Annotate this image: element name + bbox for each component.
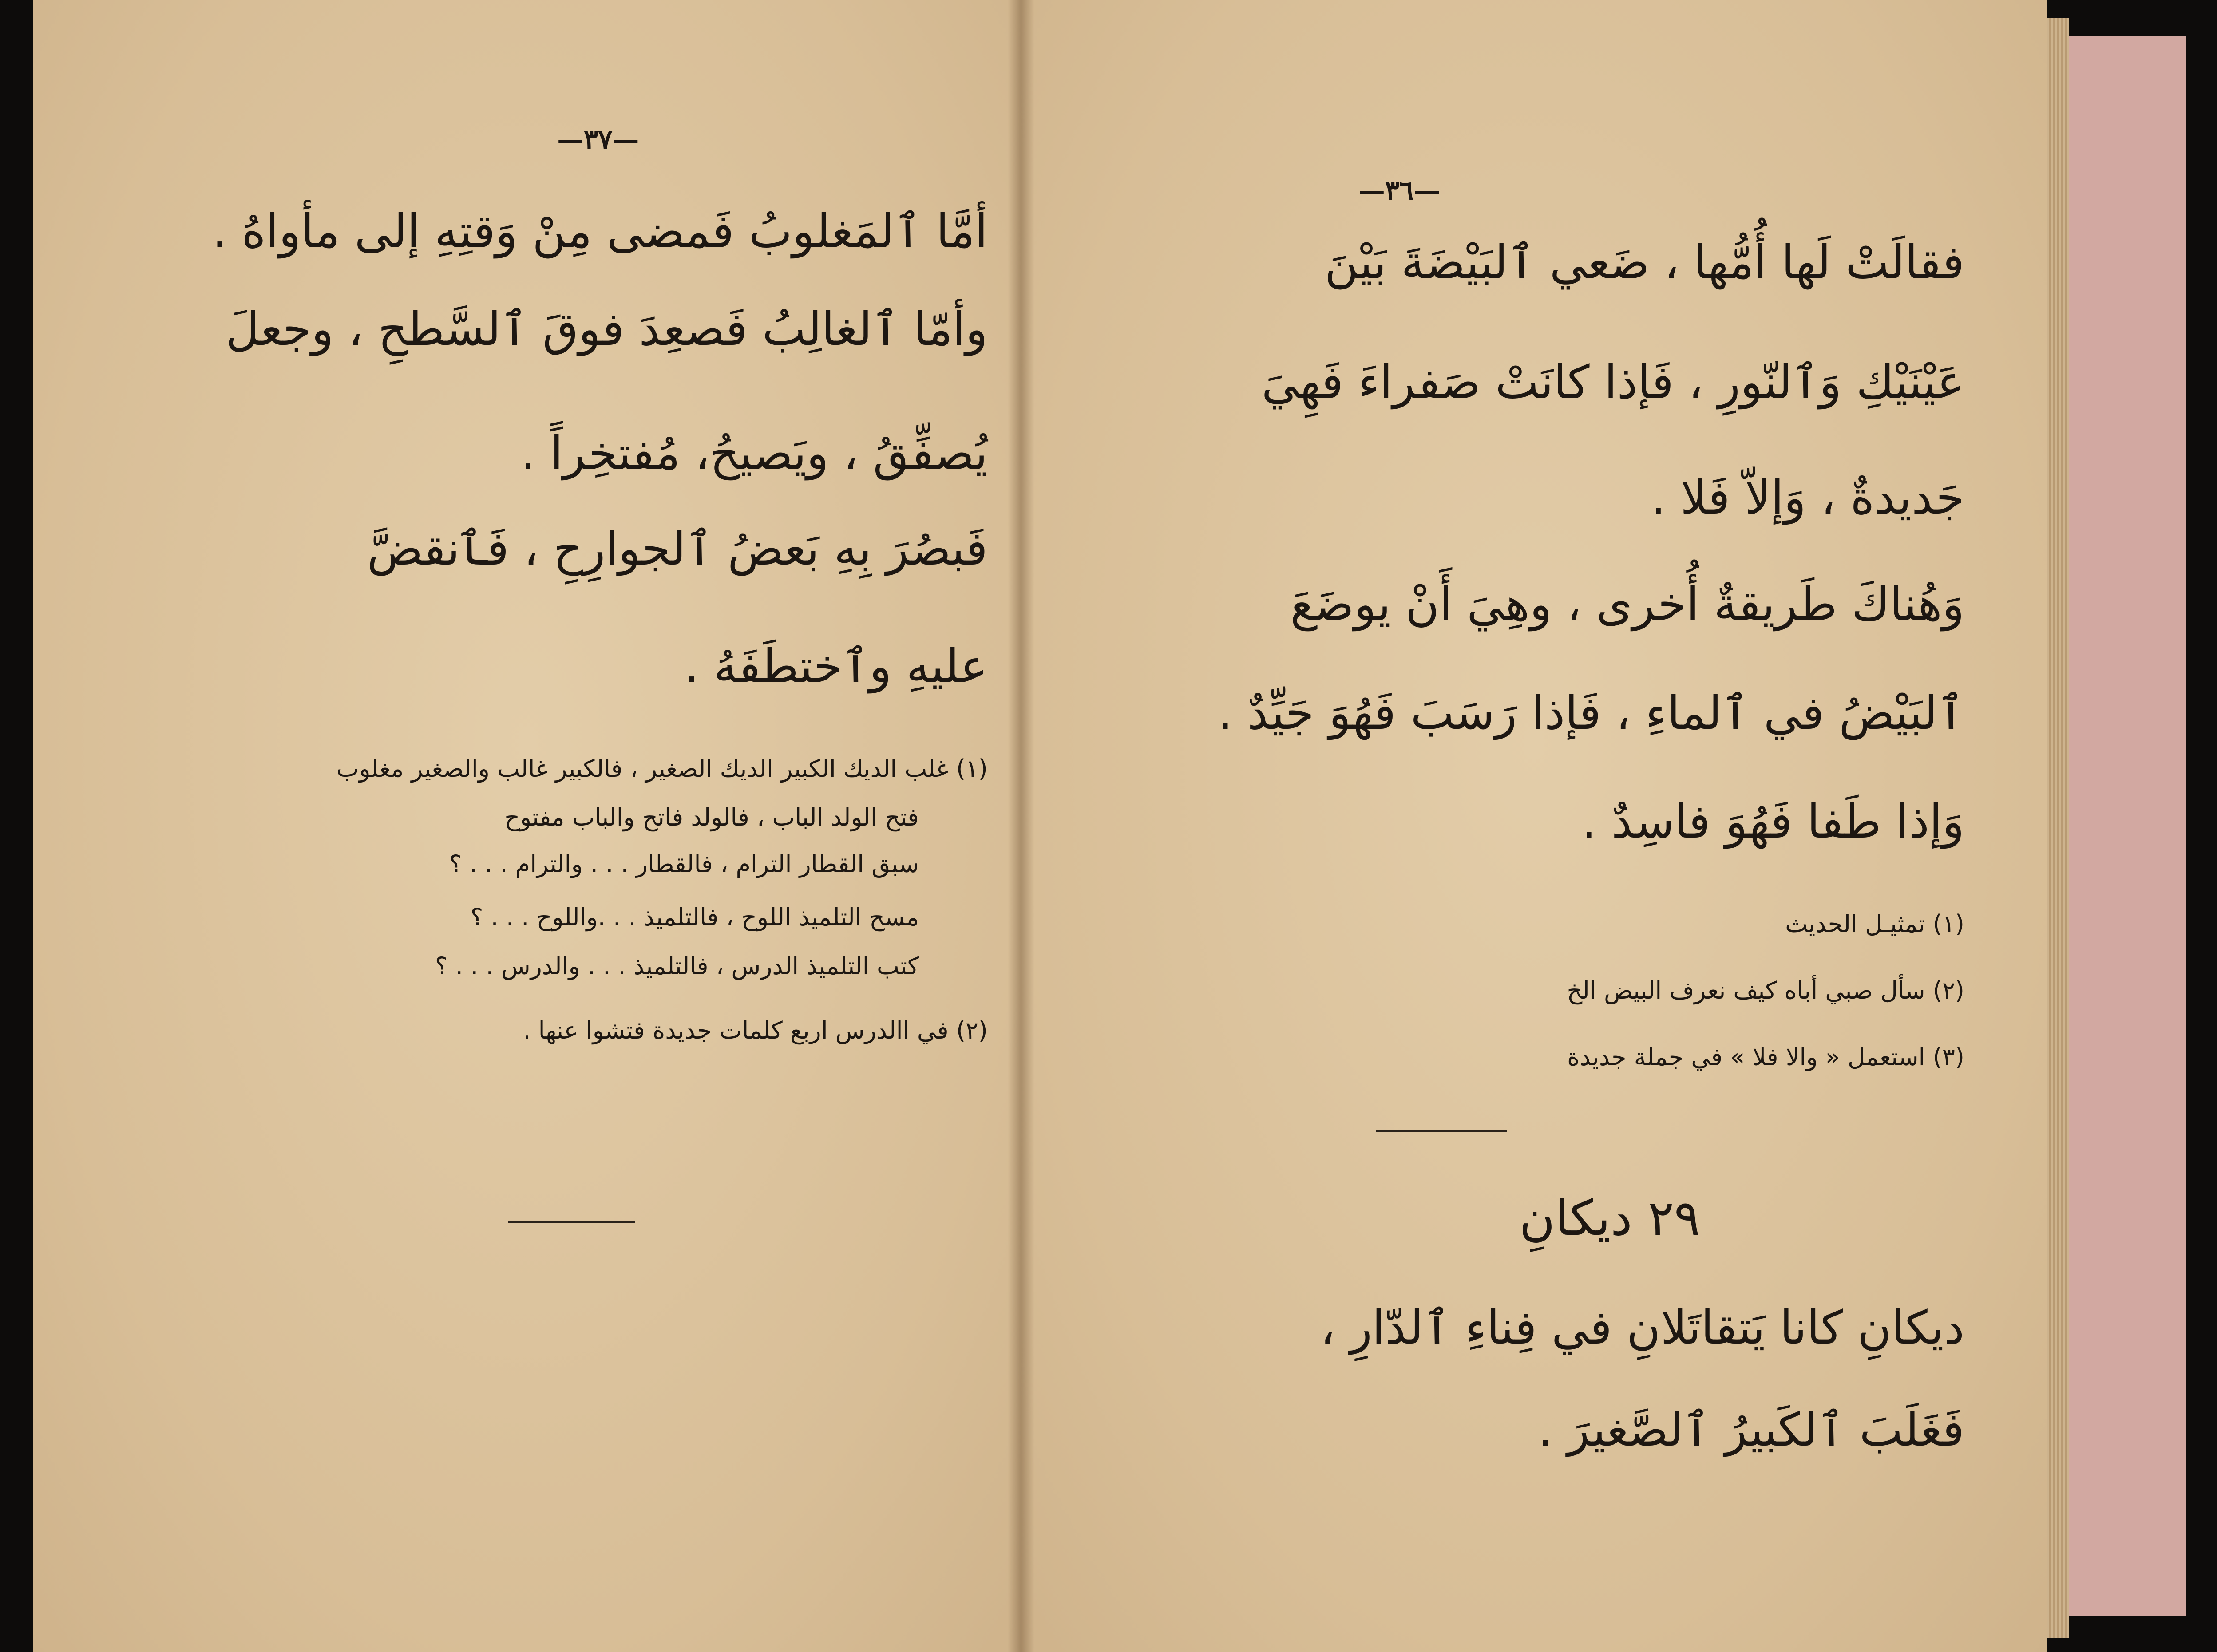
lesson-title: ٢٩ ديكانِ <box>1519 1190 1700 1246</box>
text-line: جَديدةٌ ، وَإلاّ فَلا . <box>1651 470 1964 525</box>
exercise-line: سبق القطار الترام ، فالقطار . . . والترام . . . ؟ <box>449 850 919 878</box>
text-line: فقالَتْ لَها أُمُّها ، ضَعي ٱلبَيْضَةَ بَيْنَ <box>1324 235 1964 289</box>
text-line: عليهِ وٱختطَفَهُ . <box>684 639 988 693</box>
page-number: —٣٦— <box>1358 175 1441 206</box>
text-line: فَغَلَبَ ٱلكَبيرُ ٱلصَّغيرَ . <box>1538 1403 1964 1457</box>
text-line: أمَّا ٱلمَغلوبُ فَمضى مِنْ وَقتِهِ إلى مأواهُ . <box>212 204 988 258</box>
text-line: عَيْنَيْكِ وَٱلنّورِ ، فَإذا كانَتْ صَفراءَ فَهِيَ <box>1261 355 1964 409</box>
left-page <box>33 0 1021 1652</box>
exercise-line: فتح الولد الباب ، فالولد فاتح والباب مفتوح <box>504 803 919 831</box>
text-line: ديكانِ كانا يَتقاتَلانِ في فِناءِ ٱلدّارِ ، <box>1320 1300 1964 1355</box>
exercise-line: (٢) سأل صبي أباه كيف نعرف البيض الخ <box>1567 976 1964 1004</box>
exercise-line: (٣) استعمل « والا فلا » في جملة جديدة <box>1567 1043 1964 1071</box>
book-gutter <box>1008 0 1034 1652</box>
exercise-line: (١) غلب الديك الكبير الديك الصغير ، فالكبير غالب والصغير مغلوب <box>336 755 988 783</box>
exercise-line: (٢) في االدرس اربع كلمات جديدة فتشوا عنها . <box>523 1016 988 1044</box>
exercise-line: مسح التلميذ اللوح ، فالتلميذ . . .واللوح . . . ؟ <box>470 903 919 931</box>
page-number: —٣٧— <box>557 124 639 155</box>
text-line: وَهُناكَ طَريقةٌ أُخرى ، وهِيَ أَنْ يوضَعَ <box>1290 577 1964 631</box>
right-page <box>1021 0 2047 1652</box>
text-line: وأمّا ٱلغالِبُ فَصعِدَ فوقَ ٱلسَّطحِ ، وجعلَ <box>226 302 988 356</box>
exercise-line: (١) تمثيـل الحديث <box>1785 910 1964 938</box>
exercise-line: كتب التلميذ الدرس ، فالتلميذ . . . والدرس . . . ؟ <box>435 952 919 980</box>
text-line: يُصفِّقُ ، ويَصيحُ، مُفتخِراً . <box>521 426 988 480</box>
text-line: وَإذا طَفا فَهُوَ فاسِدٌ . <box>1582 794 1964 849</box>
section-rule <box>508 1221 635 1223</box>
section-rule <box>1376 1130 1507 1132</box>
text-line: فَبصُرَ بِهِ بَعضُ ٱلجوارِحِ ، فَٱنقضَّ <box>367 522 988 576</box>
text-line: ٱلبَيْضُ في ٱلماءِ ، فَإذا رَسَبَ فَهُوَ جَيِّدٌ . <box>1218 686 1964 740</box>
